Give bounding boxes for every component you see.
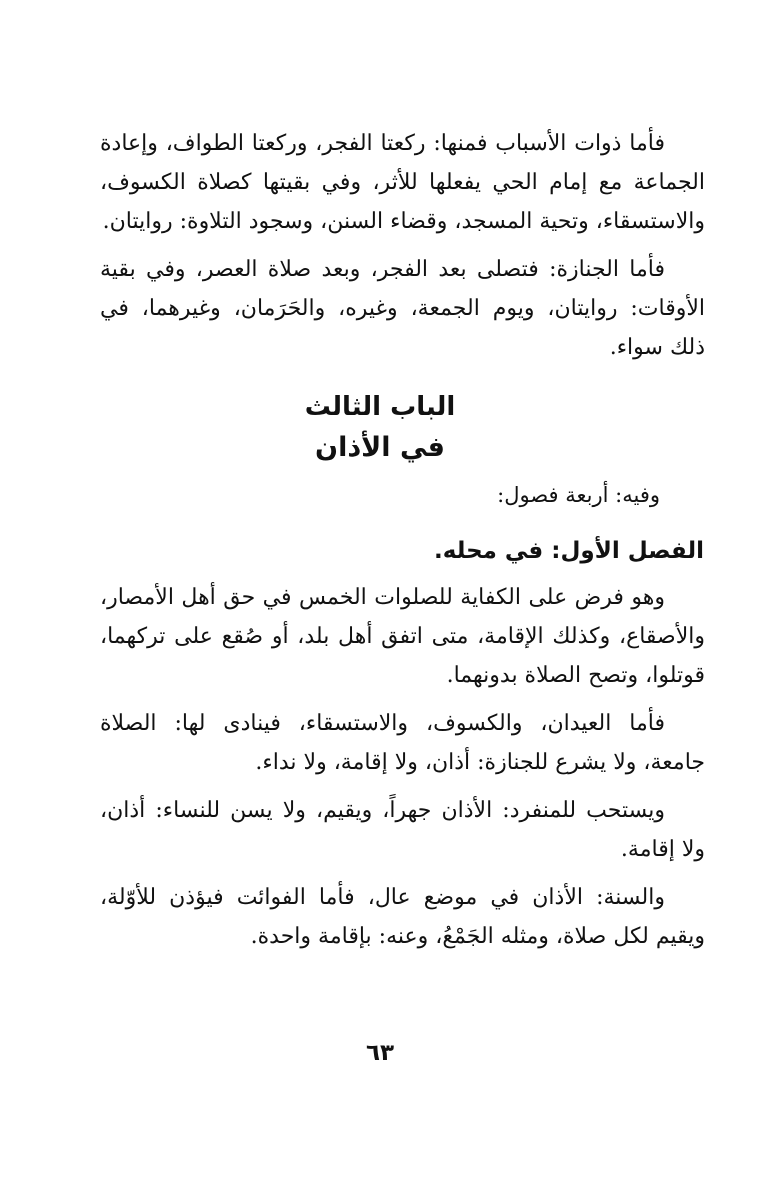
paragraph-block-1 (100, 124, 705, 367)
section-title: الفصل الأول: في محله. (434, 538, 704, 564)
chapter-subtitle: في الأذان (315, 432, 445, 463)
paragraph-as-sunna: والسنة: الأذان في موضع عال، فأما الفوائت فيؤذن للأوّلة، ويقيم لكل صلاة، ومثله الجَمْعُ، وعنه: بإقامة واحدة. (100, 885, 705, 949)
paragraph-al-eidan: فأما العيدان، والكسوف، والاستسقاء، فينادى لها: الصلاة جامعة، ولا يشرع للجنازة: أذان، ولا إقامة، ولا نداء. (100, 711, 705, 775)
paragraph-al-janaza: فأما الجنازة: فتصلى بعد الفجر، وبعد صلاة العصر، وفي بقية الأوقات: روايتان، ويوم الجمعة، وغيره، والحَرَمان، وغيرهما، في ذلك سواء. (100, 257, 705, 360)
paragraph-al-munfarid: ويستحب للمنفرد: الأذان جهراً، ويقيم، ولا يسن للنساء: أذان، ولا إقامة. (100, 798, 705, 862)
paragraph-dhawat-al-asbab: فأما ذوات الأسباب فمنها: ركعتا الفجر، وركعتا الطواف، وإعادة الجماعة مع إمام الحي يفعلها للأثر، وفي بقيتها كصلاة الكسوف، والاستسقاء، وتحية المسجد، وقضاء السنن، وسجود التلاوة: روايتان. (100, 131, 705, 234)
chapter-title: الباب الثالث (304, 392, 456, 422)
paragraph-fard-kifaya: وهو فرض على الكفاية للصلوات الخمس في حق أهل الأمصار، والأصقاع، وكذلك الإقامة، متى اتفق أهل بلد، أو صُقع على تركهما، قوتلوا، وتصح الصلاة بدونهما. (100, 585, 705, 688)
paragraph-block-2 (100, 578, 705, 956)
chapter-intro: وفيه: أربعة فصول: (497, 483, 660, 507)
page-number: ٦٣ (365, 1040, 395, 1066)
